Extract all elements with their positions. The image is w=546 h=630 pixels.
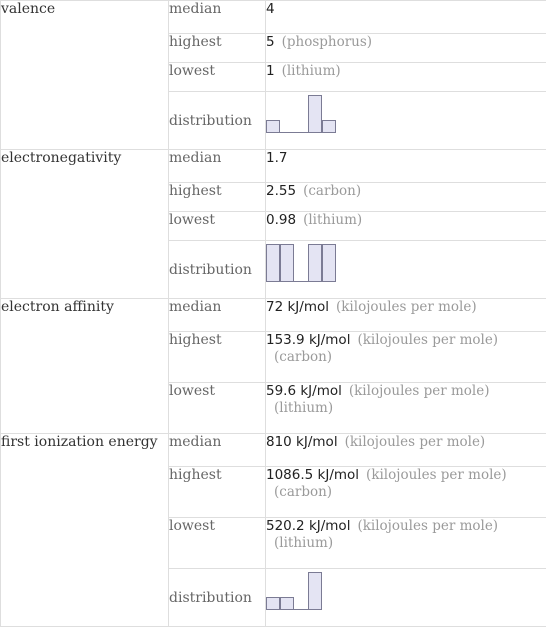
property-name: electronegativity xyxy=(1,150,169,299)
distribution-histogram xyxy=(266,570,324,610)
stat-label: lowest xyxy=(169,63,266,92)
stat-value: 1 (lithium) xyxy=(266,63,546,92)
histogram-bar xyxy=(266,244,280,282)
property-name: valence xyxy=(1,1,169,150)
histogram-bar xyxy=(280,597,294,610)
stat-label: distribution xyxy=(169,569,266,627)
table-row xyxy=(1,1,546,34)
stat-label: highest xyxy=(169,332,266,383)
stat-value: 1.7 xyxy=(266,150,546,183)
property-name: first ionization energy xyxy=(1,434,169,627)
table-row xyxy=(1,299,546,332)
stat-value: 153.9 kJ/mol (kilojoules per mole) (carbon) xyxy=(266,332,546,383)
stat-label: highest xyxy=(169,467,266,518)
histogram-bar xyxy=(308,95,322,133)
stat-label: median xyxy=(169,299,266,332)
distribution-cell xyxy=(266,569,546,627)
stat-label: lowest xyxy=(169,383,266,434)
table-row xyxy=(1,434,546,467)
histogram-bar xyxy=(308,572,322,610)
distribution-cell xyxy=(266,92,546,150)
table-row xyxy=(1,150,546,183)
distribution-histogram xyxy=(266,242,338,282)
histogram-bar xyxy=(266,597,280,610)
stat-label: median xyxy=(169,434,266,467)
stat-value: 2.55 (carbon) xyxy=(266,183,546,212)
histogram-bar xyxy=(266,120,280,133)
histogram-bar xyxy=(322,120,336,133)
stat-value: 810 kJ/mol (kilojoules per mole) xyxy=(266,434,546,467)
stat-label: median xyxy=(169,1,266,34)
stat-value: 4 xyxy=(266,1,546,34)
distribution-histogram xyxy=(266,93,338,133)
stat-label: distribution xyxy=(169,241,266,299)
distribution-cell xyxy=(266,241,546,299)
property-name: electron affinity xyxy=(1,299,169,434)
stat-label: distribution xyxy=(169,92,266,150)
stat-value: 1086.5 kJ/mol (kilojoules per mole) (carbon) xyxy=(266,467,546,518)
stat-label: lowest xyxy=(169,518,266,569)
histogram-bar xyxy=(322,244,336,282)
histogram-bar xyxy=(280,244,294,282)
stat-label: highest xyxy=(169,34,266,63)
histogram-bar xyxy=(308,244,322,282)
stat-label: highest xyxy=(169,183,266,212)
stat-value: 5 (phosphorus) xyxy=(266,34,546,63)
stat-value: 0.98 (lithium) xyxy=(266,212,546,241)
stat-value: 59.6 kJ/mol (kilojoules per mole) (lithium) xyxy=(266,383,546,434)
stat-value: 520.2 kJ/mol (kilojoules per mole) (lithium) xyxy=(266,518,546,569)
stat-value: 72 kJ/mol (kilojoules per mole) xyxy=(266,299,546,332)
stat-label: median xyxy=(169,150,266,183)
stat-label: lowest xyxy=(169,212,266,241)
